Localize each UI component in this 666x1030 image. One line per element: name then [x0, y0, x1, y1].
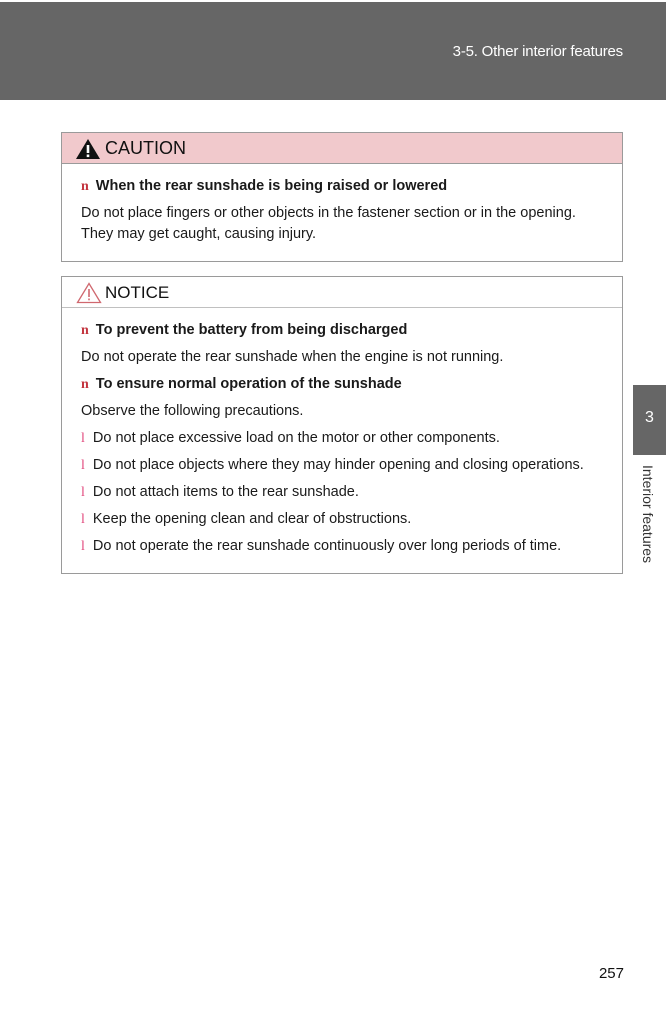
warning-triangle-outline-icon — [76, 282, 102, 304]
bullet-icon: l — [81, 512, 85, 527]
list-item: l Do not place objects where they may hinder opening and closing operations. — [81, 457, 584, 473]
list-item: l Do not attach items to the rear sunshade. — [81, 484, 359, 500]
section-title: 3-5. Other interior features — [452, 43, 623, 60]
page-number: 257 — [598, 965, 624, 982]
warning-triangle-filled-icon — [75, 138, 101, 160]
list-item: l Keep the opening clean and clear of obstructions. — [81, 511, 412, 527]
bullet-icon: l — [81, 539, 85, 554]
list-item: l Do not place excessive load on the motor or other components. — [81, 430, 500, 446]
caution-body-line: Do not place fingers or other objects in the fastener section or in the opening. — [81, 205, 576, 221]
chapter-tab — [633, 385, 666, 455]
notice-body: Do not operate the rear sunshade when the engine is not running. — [81, 349, 504, 365]
caution-box — [61, 132, 623, 262]
caution-label: CAUTION — [105, 138, 186, 158]
chapter-label: Interior features — [640, 465, 656, 564]
notice-body: Observe the following precautions. — [81, 403, 304, 419]
bullet-icon: n — [81, 377, 89, 392]
caution-heading: n When the rear sunshade is being raised or lowered — [81, 178, 448, 194]
chapter-number: 3 — [645, 409, 654, 426]
caution-header — [62, 133, 622, 164]
bullet-icon: l — [81, 458, 85, 473]
bullet-icon: n — [81, 179, 89, 194]
bullet-icon: l — [81, 431, 85, 446]
bullet-icon: l — [81, 485, 85, 500]
notice-heading: n To ensure normal operation of the sunshade — [81, 376, 402, 392]
caution-body-line: They may get caught, causing injury. — [81, 226, 317, 242]
notice-header — [62, 277, 622, 308]
notice-heading: n To prevent the battery from being discharged — [81, 322, 408, 338]
notice-box — [61, 276, 623, 574]
page-header — [0, 2, 666, 100]
list-item: l Do not operate the rear sunshade continuously over long periods of time. — [81, 538, 562, 554]
notice-label: NOTICE — [105, 283, 170, 302]
bullet-icon: n — [81, 323, 89, 338]
